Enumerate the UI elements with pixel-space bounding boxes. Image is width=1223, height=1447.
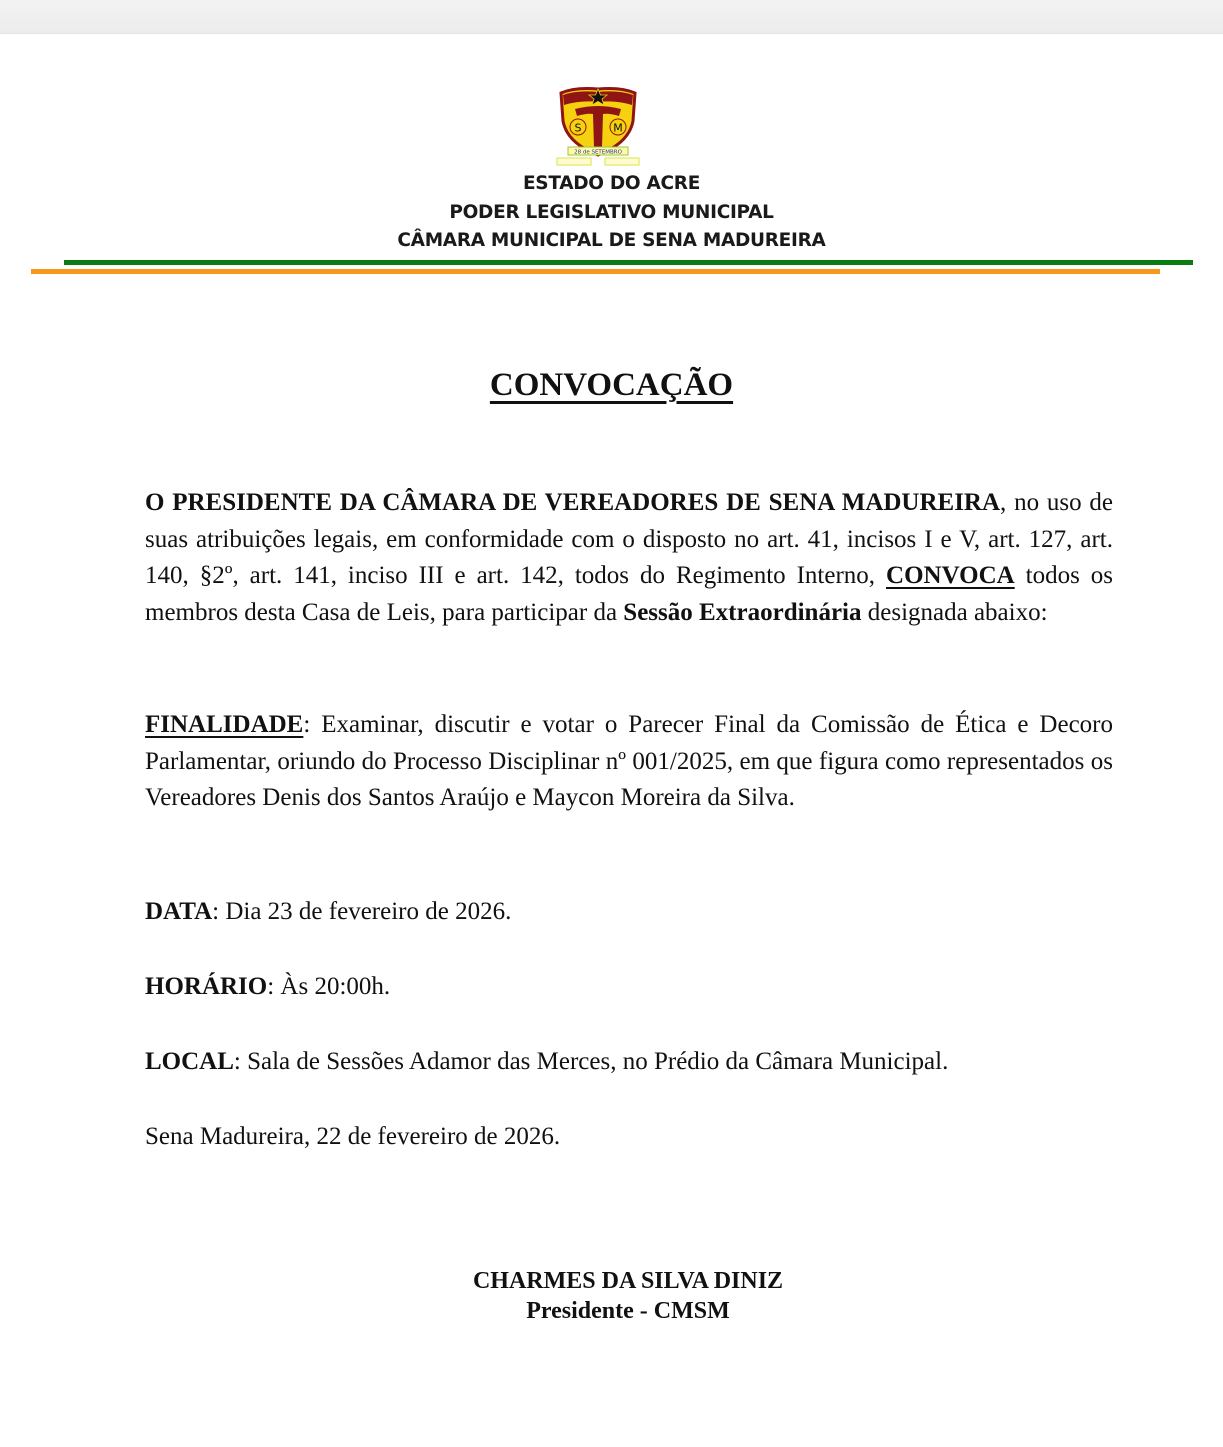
letterhead-branch: PODER LEGISLATIVO MUNICIPAL	[449, 201, 774, 223]
signatory-name: CHARMES DA SILVA DINIZ	[472, 1268, 784, 1294]
intro-text-3: designada abaixo:	[861, 598, 1048, 626]
location-line	[145, 1044, 948, 1080]
letterhead	[0, 170, 1223, 256]
crest-plaque-left	[557, 158, 591, 165]
intro-text-1: , no uso de suas atribuições legais, em conformidade com o disposto no art. 41, incisos I e V, art. 127, art. 140, §2º, art. 141, inciso III e art. 142, todos do Regimento Interno,	[145, 489, 1113, 590]
signatory-role: Presidente - CMSM	[526, 1298, 730, 1324]
letterhead-state: ESTADO DO ACRE	[522, 173, 701, 194]
place-date-line: Sena Madureira, 22 de fevereiro de 2026.	[145, 1123, 561, 1150]
letterhead-rule-orange	[31, 269, 1160, 274]
finalidade-paragraph	[145, 707, 1113, 817]
viewer-top-bar	[0, 0, 1223, 34]
document-title	[0, 365, 1223, 405]
date-text: : Dia 23 de fevereiro de 2026.	[212, 898, 512, 925]
letterhead-rule-green	[64, 260, 1193, 265]
location-text: : Sala de Sessões Adamor das Merces, no Prédio da Câmara Municipal.	[233, 1048, 949, 1075]
time-label: HORÁRIO	[145, 973, 268, 1000]
municipal-crest-icon	[553, 83, 643, 168]
intro-session: Sessão Extraordinária	[623, 598, 862, 626]
time-line	[145, 969, 390, 1005]
crest-ribbon-text: 28 de SETEMBRO	[574, 149, 622, 156]
intro-text-2: todos os membros desta Casa de Leis, para participar da	[145, 562, 1113, 626]
intro-paragraph	[145, 485, 1113, 631]
date-line	[145, 894, 511, 930]
finalidade-text: : Examinar, discutir e votar o Parecer Final da Comissão de Ética e Decoro Parlamentar, oriundo do Processo Disciplinar nº 001/2025, em que figura como representados os Vereadores Denis dos Santos Araújo e Maycon Moreira da Silva.	[145, 711, 1113, 812]
finalidade-label: FINALIDADE	[145, 711, 304, 738]
letterhead-chamber: CÂMARA MUNICIPAL DE SENA MADUREIRA	[397, 230, 826, 251]
document-title-text: CONVOCAÇÃO	[489, 367, 734, 403]
intro-lead: O PRESIDENTE DA CÂMARA DE VEREADORES DE SENA MADUREIRA	[145, 489, 1001, 516]
crest-plaque-right	[605, 158, 639, 165]
location-label: LOCAL	[145, 1048, 234, 1075]
intro-convoca: CONVOCA	[886, 562, 1015, 590]
crest-letter-right: M	[613, 121, 623, 135]
time-text: : Às 20:00h.	[267, 973, 391, 1000]
crest-letter-left: S	[574, 121, 582, 135]
date-label: DATA	[145, 898, 213, 925]
signature-block	[0, 1266, 1223, 1326]
